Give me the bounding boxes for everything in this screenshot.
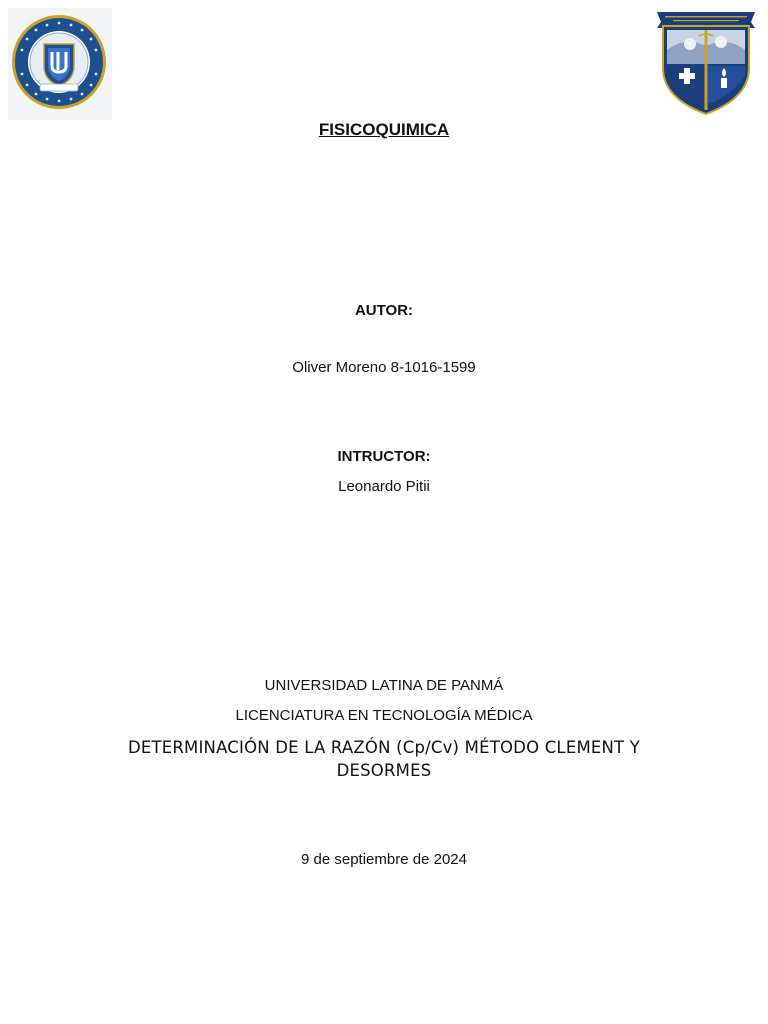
university-seal-logo: [8, 8, 112, 120]
document-date: 9 de septiembre de 2024: [301, 851, 467, 868]
university-name: UNIVERSIDAD LATINA DE PANMÁ: [264, 677, 504, 694]
instructor-name: Leonardo Pitii: [338, 478, 430, 495]
report-topic: DETERMINACIÓN DE LA RAZÓN (Cp/Cv) MÉTODO CLEMENT Y DESORMES: [127, 738, 641, 780]
author-name: Oliver Moreno 8-1016-1599: [292, 359, 476, 376]
career-name: LICENCIATURA EN TECNOLOGÍA MÉDICA: [235, 707, 533, 724]
faculty-shield-logo: [655, 6, 757, 118]
instructor-label: INTRUCTOR:: [337, 448, 431, 465]
author-label: AUTOR:: [354, 302, 414, 319]
document-title: FISICOQUIMICA: [318, 120, 450, 139]
